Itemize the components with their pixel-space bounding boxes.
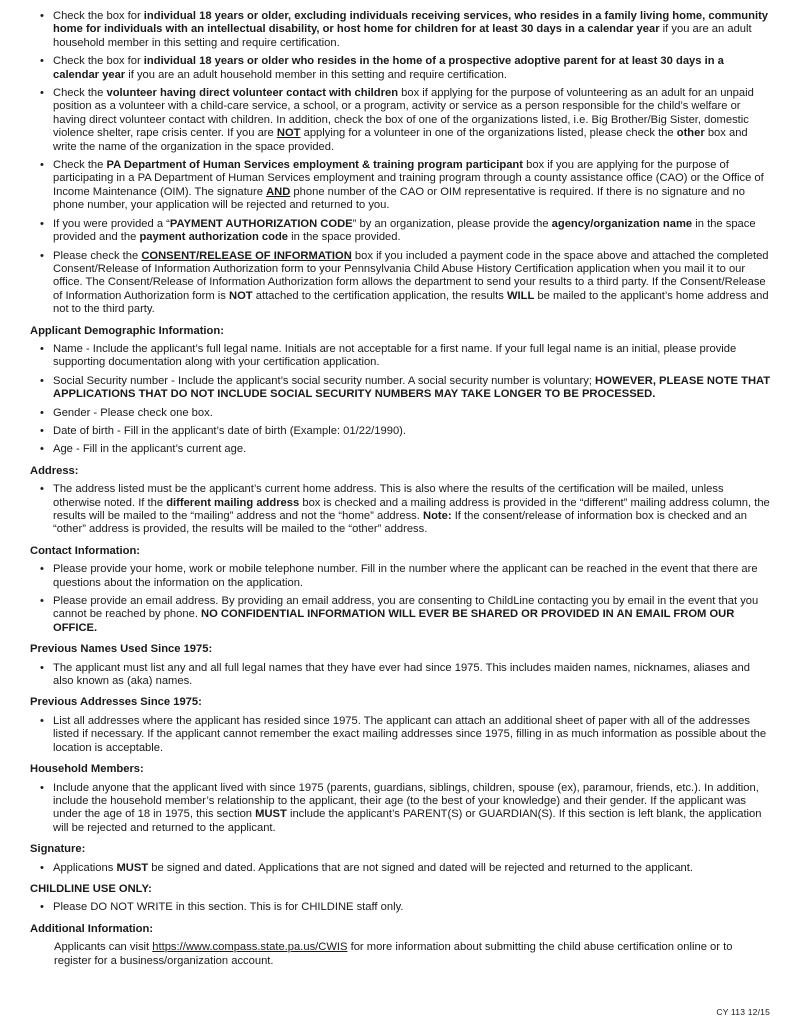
- text-run: CONSENT/RELEASE OF INFORMATION: [141, 249, 352, 262]
- text-run: be signed and dated. Applications that are not signed and dated will be rejected and returned to the applicant.: [148, 861, 693, 874]
- section-title: Previous Addresses Since 1975:: [30, 696, 202, 709]
- additional-information-text: [30, 941, 772, 968]
- section-title: Additional Information:: [30, 922, 154, 935]
- section-bullet-list: [30, 715, 772, 755]
- text-run: box and write the name of the organization in the space provided.: [53, 127, 748, 153]
- text-run: include the applicant’s PARENT(S) or GUARDIAN(S). If this section is left blank, the application will be rejected and returned to the applicant.: [53, 808, 762, 834]
- section-bullet-list: [30, 782, 772, 836]
- text-run: Applications: [53, 861, 117, 874]
- text-run: Note:: [423, 510, 452, 522]
- text-run: ” by an organization, please provide the: [352, 217, 552, 230]
- text-run: Please provide your home, work or mobile telephone number. Fill in the number where the applicant can be reached in the event that there are questions about the information on the application.: [53, 563, 758, 589]
- text-run: individual 18 years or older, excluding individuals receiving services, who resides in a family living home, community home for individuals with an intellectual disability, or host home for children for at least 30 days in a calendar year: [53, 10, 769, 36]
- text-run: in the space provided and the: [53, 217, 756, 244]
- bullet-item: [30, 662, 772, 689]
- section-title: Address:: [30, 464, 79, 477]
- text-run: phone number of the CAO or OIM representative is required. If there is no signature and no phone number, your application will be rejected and returned to you.: [53, 185, 745, 212]
- section-bullet-list: [30, 483, 772, 537]
- text-run: Check the box for: [53, 10, 144, 22]
- section-title: Previous Names Used Since 1975:: [30, 643, 213, 656]
- additional-pre-text: Applicants can visit: [54, 941, 153, 954]
- bullet-item: [30, 10, 772, 50]
- text-run: AND: [266, 185, 291, 198]
- text-run: box if you included a payment code in the space above and attached the completed Consent/Release of Information Authorization form to your Pennsylvania Child Abuse History Certification application when you mail it to our office. The Consent/Release of Information Authorization form allows the department to send your results to a third party. If the Consent/Release of Information Authorization form is: [53, 249, 769, 302]
- text-run: box is checked and a mailing address is provided in the “different” mailing address column, the results will be mailed to the “mailing” address and not the “home” address.: [53, 496, 770, 522]
- section-bullet-list: [30, 563, 772, 635]
- additional-information-section: [30, 923, 772, 968]
- bullet-item: [30, 375, 772, 402]
- bullet-item: [30, 782, 772, 836]
- section-title: Contact Information:: [30, 544, 141, 557]
- instruction-section: [30, 643, 772, 688]
- section-title: Applicant Demographic Information:: [30, 324, 224, 337]
- bullet-item: [30, 563, 772, 590]
- text-run: If the consent/release of information box is checked and an “other” address is provided, the results will be mailed to the “other” address.: [53, 510, 747, 536]
- text-run: NOT: [276, 127, 301, 140]
- text-run: other: [676, 127, 705, 140]
- instructions-document: [30, 10, 772, 968]
- text-run: Please check the: [53, 249, 142, 262]
- instruction-sections: [30, 325, 772, 915]
- text-run: attached to the certification application, the results: [252, 289, 507, 302]
- instruction-section: [30, 763, 772, 835]
- bullet-item: [30, 55, 772, 82]
- bullet-item: [30, 407, 772, 420]
- bullet-item: [30, 250, 772, 317]
- text-run: box if you are applying for the purpose of participating in a PA Department of Human Services employment and training program through a county assistance office (CAO) or the Office of Income Maintenance (OIM). The signature: [53, 159, 764, 198]
- bullet-item: [30, 425, 772, 438]
- instruction-section: [30, 545, 772, 635]
- text-run: The address listed must be the applicant’s current home address. This is also where the results of the certification will be mailed, unless otherwise noted. If the: [53, 483, 724, 509]
- text-run: WILL: [506, 289, 535, 302]
- text-run: Check the: [53, 159, 107, 172]
- text-run: Check the: [53, 87, 107, 100]
- text-run: MUST: [255, 808, 287, 821]
- text-run: different mailing address: [166, 496, 300, 509]
- bullet-item: [30, 595, 772, 635]
- text-run: box if applying for the purpose of volunteering as an adult for an unpaid position as a volunteer with a child-care service, a school, or a program, activity or service as a person responsible for the child’s welfare or having direct volunteer contact with children. In addition, check the box of one of the organizations listed, i.e. Big Brother/Big Sister, domestic violence shelter, rape crisis center. If you are: [53, 87, 754, 140]
- section-title: CHILDLINE USE ONLY:: [30, 882, 152, 895]
- section-title: Household Members:: [30, 763, 144, 776]
- bullet-item: [30, 87, 772, 154]
- text-run: agency/organization name: [551, 217, 693, 230]
- text-run: in the space provided.: [288, 231, 401, 244]
- text-run: individual 18 years or older who resides in the home of a prospective adoptive parent for at least 30 days in a calendar year: [53, 55, 724, 81]
- bullet-item: [30, 715, 772, 755]
- instruction-section: [30, 696, 772, 755]
- instruction-section: [30, 843, 772, 875]
- text-run: If you were provided a “: [53, 217, 170, 230]
- text-run: volunteer having direct volunteer contact with children: [106, 87, 399, 100]
- section-bullet-list: [30, 901, 772, 914]
- bullet-item: [30, 901, 772, 914]
- text-run: The applicant must list any and all full legal names that they have ever had since 1975. This includes maiden names, nicknames, aliases and also known as (aka) names.: [53, 661, 750, 688]
- section-bullet-list: [30, 862, 772, 875]
- intro-bullet-list: [30, 10, 772, 317]
- instruction-section: [30, 325, 772, 457]
- additional-post-text: for more information about submitting the child abuse certification online or to register for a business/organization account.: [54, 941, 733, 967]
- section-bullet-list: [30, 662, 772, 689]
- text-run: applying for a volunteer in one of the organizations listed, please check the: [300, 127, 677, 140]
- text-run: payment authorization code: [139, 231, 289, 244]
- bullet-item: [30, 343, 772, 370]
- text-run: if you are an adult household member in this setting and require certification.: [125, 68, 507, 81]
- text-run: Please provide an email address. By providing an email address, you are consenting to ChildLine contacting you by email in the event that you cannot be reached by phone.: [53, 595, 759, 621]
- text-run: Age - Fill in the applicant’s current age.: [53, 443, 247, 456]
- text-run: be mailed to the applicant’s home address and not to the third party.: [53, 289, 769, 316]
- text-run: Include anyone that the applicant lived with since 1975 (parents, guardians, siblings, children, spouse (ex), paramour, friends, etc.). In addition, include the household member’s relationship to the applicant, their age (to the best of your knowledge) and their gender. If the applicant was under the age of 18 in 1975, this section: [53, 781, 759, 821]
- text-run: HOWEVER, PLEASE NOTE THAT APPLICATIONS THAT DO NOT INCLUDE SOCIAL SECURITY NUMBERS MAY TAKE LONGER TO BE PROCESSED.: [53, 374, 771, 401]
- text-run: PAYMENT AUTHORIZATION CODE: [169, 217, 353, 230]
- text-run: PA Department of Human Services employment & training program participant: [106, 159, 523, 172]
- text-run: Gender - Please check one box.: [53, 406, 213, 419]
- instruction-section: [30, 883, 772, 915]
- bullet-item: [30, 483, 772, 537]
- text-run: List all addresses where the applicant has resided since 1975. The applicant can attach an additional sheet of paper with all of the addresses listed if necessary. If the applicant cannot remember the exact mailing addresses since 1975, filling in as much information as possible about the location is acceptable.: [53, 714, 767, 754]
- text-run: Name - Include the applicant’s full legal name. Initials are not acceptable for a first name. If your full legal name is an initial, please provide supporting documentation along with your certification application.: [53, 342, 737, 369]
- bullet-item: [30, 862, 772, 875]
- compass-link[interactable]: https://www.compass.state.pa.us/CWIS: [152, 941, 348, 954]
- text-run: MUST: [116, 861, 149, 874]
- text-run: NOT: [228, 289, 253, 302]
- bullet-item: [30, 443, 772, 456]
- instruction-section: [30, 465, 772, 537]
- text-run: Check the box for: [53, 55, 144, 68]
- bullet-item: [30, 159, 772, 213]
- section-title: Signature:: [30, 843, 86, 856]
- section-bullet-list: [30, 343, 772, 457]
- form-number-footer: CY 113 12/15: [716, 1007, 770, 1017]
- text-run: Please DO NOT WRITE in this section. This is for CHILDINE staff only.: [53, 901, 404, 914]
- text-run: if you are an adult household member in this setting and require certification.: [53, 23, 752, 49]
- text-run: Date of birth - Fill in the applicant’s date of birth (Example: 01/22/1990).: [53, 424, 407, 437]
- bullet-item: [30, 218, 772, 245]
- text-run: NO CONFIDENTIAL INFORMATION WILL EVER BE SHARED OR PROVIDED IN AN EMAIL FROM OUR OFFICE.: [53, 608, 735, 634]
- text-run: Social Security number - Include the applicant’s social security number. A social security number is voluntary;: [53, 374, 596, 387]
